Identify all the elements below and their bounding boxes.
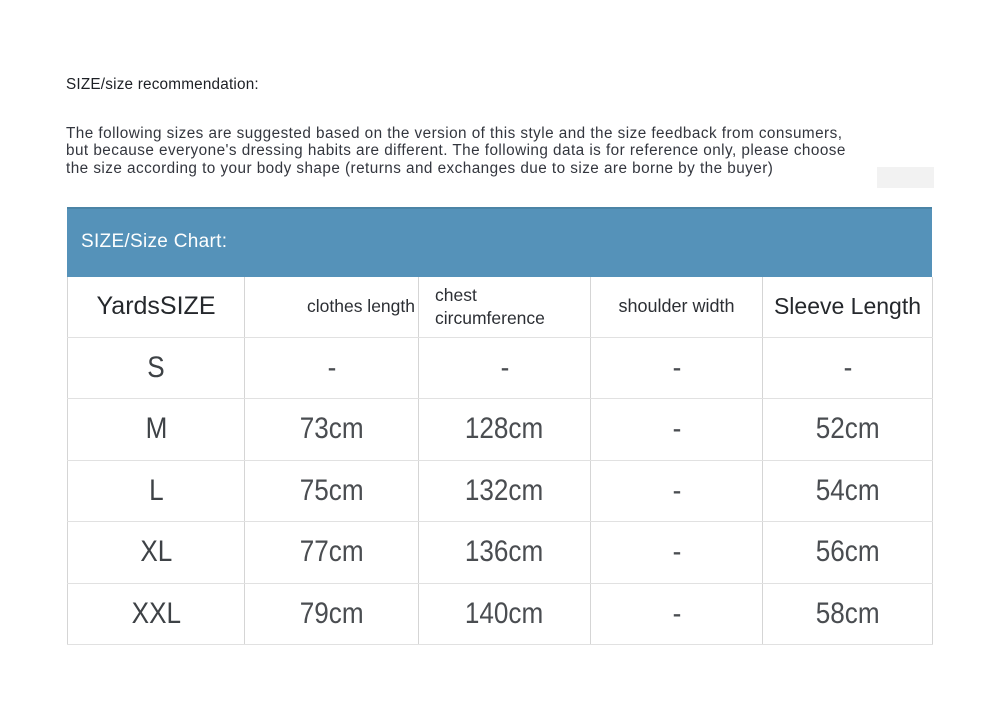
cell-clothes-length (245, 337, 419, 399)
value: 75cm (299, 473, 364, 507)
cell-chest-circumference (419, 337, 591, 399)
size-s-label: S (147, 350, 165, 384)
size-xl-label: XL (140, 535, 172, 569)
header-clothes-length: clothes length (245, 277, 419, 337)
value: - (672, 350, 681, 384)
cell-size-label (68, 522, 245, 584)
disclaimer-line-1: The following sizes are suggested based on the version of this style and the size feedback from consumers, (66, 125, 843, 142)
row-size-m (68, 399, 933, 461)
cell-clothes-length (245, 522, 419, 584)
cell-shoulder-width (591, 337, 763, 399)
value: 73cm (299, 412, 364, 446)
faint-watermark-artifact (877, 167, 934, 188)
row-size-s (68, 337, 933, 399)
size-chart-banner (67, 207, 932, 277)
cell-size-label (68, 399, 245, 461)
cell-size-label (68, 337, 245, 399)
cell-shoulder-width (591, 583, 763, 645)
value: 58cm (815, 596, 880, 630)
cell-clothes-length (245, 399, 419, 461)
section-title: SIZE/size recommendation: (66, 76, 259, 93)
value: - (500, 350, 509, 384)
size-chart (67, 277, 932, 645)
cell-shoulder-width (591, 399, 763, 461)
value: - (327, 350, 336, 384)
cell-clothes-length (245, 460, 419, 522)
size-chart-header-row (68, 277, 933, 337)
cell-chest-circumference (419, 399, 591, 461)
size-xxl-label: XXL (131, 596, 181, 630)
value: 128cm (465, 412, 544, 446)
cell-chest-circumference (419, 522, 591, 584)
cell-chest-circumference (419, 460, 591, 522)
size-chart-table (67, 277, 933, 645)
value: 132cm (465, 473, 544, 507)
value: - (672, 412, 681, 446)
value: 79cm (299, 596, 364, 630)
value: 54cm (815, 473, 880, 507)
row-size-l (68, 460, 933, 522)
cell-shoulder-width (591, 522, 763, 584)
value: - (672, 596, 681, 630)
header-shoulder-width: shoulder width (591, 277, 763, 337)
value: 56cm (815, 535, 880, 569)
size-l-label: L (148, 473, 164, 507)
size-m-label: M (145, 412, 167, 446)
cell-sleeve-length (763, 460, 933, 522)
value: 77cm (299, 535, 364, 569)
value: 140cm (465, 596, 544, 630)
disclaimer-line-3: the size according to your body shape (returns and exchanges due to size are borne by the buyer) (66, 159, 774, 177)
value: - (672, 473, 681, 507)
cell-chest-circumference (419, 583, 591, 645)
cell-clothes-length (245, 583, 419, 645)
row-size-xl (68, 522, 933, 584)
cell-sleeve-length (763, 399, 933, 461)
value: - (672, 535, 681, 569)
cell-sleeve-length (763, 337, 933, 399)
size-disclaimer-paragraph (66, 125, 846, 177)
cell-size-label (68, 460, 245, 522)
header-chest-circumference (419, 277, 591, 337)
row-size-xxl (68, 583, 933, 645)
header-chest-circumference-label: chest circumference (435, 285, 545, 328)
value: 52cm (815, 412, 880, 446)
disclaimer-line-2: but because everyone's dressing habits are different. The following data is for reference only, please choose (66, 142, 846, 160)
value: - (843, 350, 852, 384)
header-sleeve-length: Sleeve Length (763, 277, 933, 337)
cell-sleeve-length (763, 522, 933, 584)
size-chart-banner-title: SIZE/Size Chart: (81, 231, 228, 252)
cell-shoulder-width (591, 460, 763, 522)
cell-sleeve-length (763, 583, 933, 645)
value: 136cm (465, 535, 544, 569)
cell-size-label (68, 583, 245, 645)
header-yards-size: YardsSIZE (68, 277, 245, 337)
